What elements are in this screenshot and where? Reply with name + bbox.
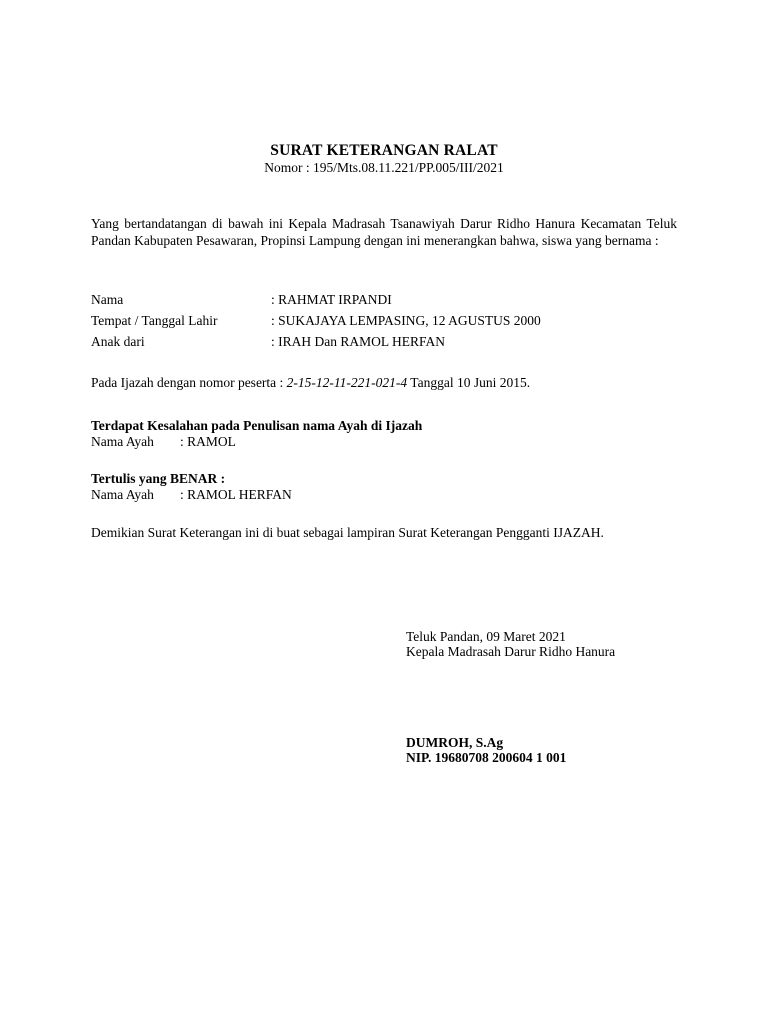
intro-paragraph: Yang bertandatangan di bawah ini Kepala Madrasah Tsanawiyah Darur Ridho Hanura Kecamatan Teluk Pandan Kabupaten Pesawaran, Propinsi Lampung dengan ini menerangkan bahwa, siswa yang bernama : [91,216,677,248]
ijazah-suffix: Tanggal 10 Juni 2015. [407,375,531,390]
signature-position: Kepala Madrasah Darur Ridho Hanura [406,644,616,659]
correct-father-row [91,487,292,503]
student-parent-label: Anak dari [91,334,145,349]
student-birth-value: : SUKAJAYA LEMPASING, 12 AGUSTUS 2000 [271,313,541,328]
student-parent-value: : IRAH Dan RAMOL HERFAN [271,334,445,349]
correct-heading: Tertulis yang BENAR : [91,471,226,486]
student-birth-label: Tempat / Tanggal Lahir [91,313,218,328]
closing-paragraph: Demikian Surat Keterangan ini di buat sebagai lampiran Surat Keterangan Pengganti IJAZAH. [91,525,604,540]
signature-name: DUMROH, S.Ag [406,735,504,750]
signature-nip: NIP. 19680708 200604 1 001 [406,750,567,765]
error-father-label: Nama Ayah [91,434,154,449]
error-father-row [91,434,236,450]
document-title: SURAT KETERANGAN RALAT [270,142,498,159]
ijazah-number: 2-15-12-11-221-021-4 [286,375,408,390]
correct-father-value: : RAMOL HERFAN [180,487,292,502]
document-number: Nomor : 195/Mts.08.11.221/PP.005/III/2021 [264,160,504,175]
ijazah-line [91,375,530,391]
ijazah-prefix: Pada Ijazah dengan nomor peserta : [91,375,287,390]
error-heading: Terdapat Kesalahan pada Penulisan nama Ayah di Ijazah [91,418,423,433]
student-name-label: Nama [91,292,124,307]
signature-place-date: Teluk Pandan, 09 Maret 2021 [406,629,566,644]
student-name-value: : RAHMAT IRPANDI [271,292,392,307]
error-father-value: : RAMOL [180,434,236,449]
correct-father-label: Nama Ayah [91,487,154,502]
